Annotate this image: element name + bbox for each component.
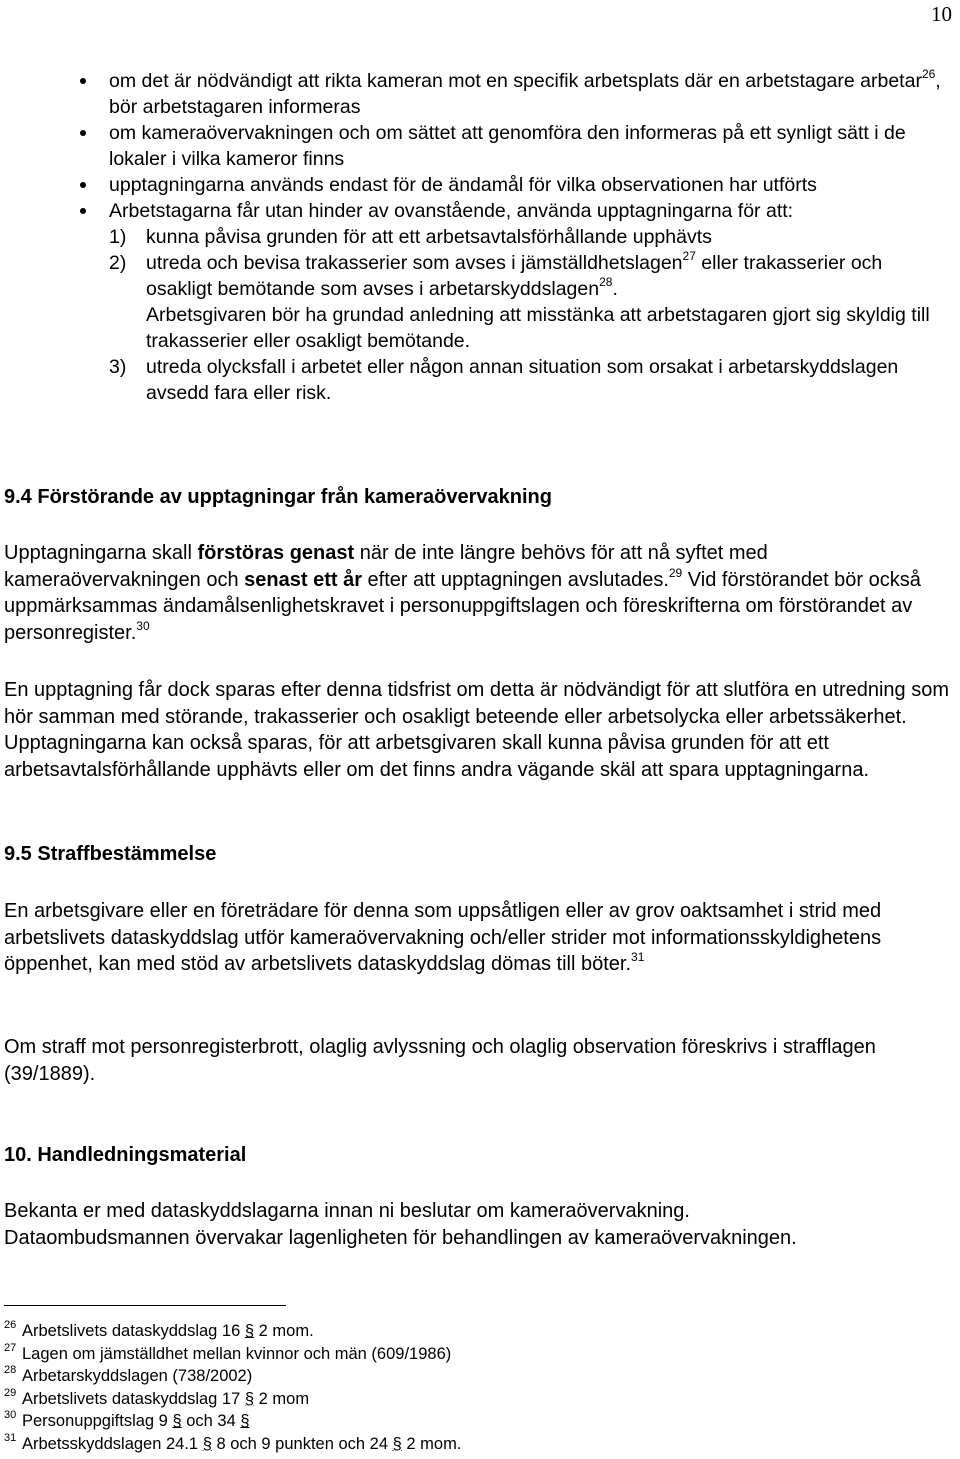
footnote: $^{29}$ Arbetslivets dataskyddslag 17 § 2 mom (4, 1386, 310, 1408)
bullet-text: Arbetstagarna får utan hinder av ovanstående, använda upptagningarna för att: (109, 200, 794, 222)
numbered-item (109, 224, 960, 250)
bullet-item (0, 120, 960, 172)
footnote-ref: 29 (668, 565, 683, 580)
section-heading-9-4: 9.4 Förstörande av upptagningar från kameraövervakning (4, 486, 552, 508)
footnote-ref: 30 (136, 618, 150, 633)
section-heading-10: 10. Handledningsmaterial (4, 1144, 247, 1166)
bullet-text: upptagningarna används endast för de ändamål för vilka observationen har utförts (109, 174, 817, 196)
bullet-item (0, 172, 960, 198)
paragraph: Om straff mot personregisterbrott, olaglig avlyssning och olaglig observation föreskrivs i strafflagen (39/1889). (4, 1036, 876, 1085)
bullet-text: , bör arbetstagaren informeras (109, 70, 941, 118)
bullet-dot (80, 182, 86, 188)
item-number: 2) (109, 252, 127, 274)
footnote: $^{28}$ Arbetarskyddslagen (738/2002) (4, 1364, 253, 1385)
footnote: $^{26}$ Arbetslivets dataskyddslag 16 § 2 mom. (4, 1319, 314, 1340)
footnote-ref: 27 (682, 249, 696, 263)
paragraph: En arbetsgivare eller en företrädare för denna som uppsåtligen eller av grov oaktsamhet i strid med arbetslivets dataskyddslag utför kameraövervakning och/eller strider mot informationsskyldighetens öppenhet, kan med stöd av arbetslivets dataskyddslag dömas till böter.$^{31}$ (4, 900, 882, 975)
footnote-divider (4, 1305, 286, 1306)
bullet-item (0, 68, 960, 120)
numbered-list (0, 354, 960, 406)
numbered-item (109, 250, 960, 302)
numbered-item (109, 354, 960, 406)
footnotes (4, 1320, 461, 1455)
item-number: 3) (109, 356, 127, 378)
section-heading-9-5: 9.5 Straffbestämmelse (4, 843, 217, 865)
item-number: 1) (109, 226, 127, 248)
item-text: kunna påvisa grunden för att ett arbetsavtalsförhållande upphävts (146, 226, 712, 248)
bullet-text: om det är nödvändigt att rikta kameran mot en specifik arbetsplats där en arbetstagare arbetar (109, 70, 922, 92)
footnote-ref: 31 (631, 950, 645, 964)
footnote: $^{27}$ Lagen om jämställdhet mellan kvinnor och män (609/1986) (4, 1341, 452, 1363)
item-text: utreda olycksfall i arbetet eller någon annan situation som orsakat i arbetarskyddslagen avsedd fara eller risk. (146, 356, 899, 404)
numbered-list (0, 224, 960, 302)
bullet-item (0, 198, 960, 224)
bullet-text: om kameraövervakningen och om sättet att genomföra den informeras på ett synligt sätt i de lokaler i vilka kameror finns (109, 122, 906, 170)
footnote-ref: 28 (599, 275, 613, 289)
item-text: utreda och bevisa trakasserier som avses i jämställdhetslagen$^{27}$ eller trakasserier och osakligt bemötande som avses i arbetarskyddslagen$^{28}$. (146, 249, 883, 300)
bullet-dot (80, 78, 86, 84)
page-number: 10 (931, 2, 952, 26)
bullet-list (0, 68, 960, 406)
paragraph: Upptagningarna skall förstöras genast när de inte längre behövs för att nå syftet med kameraövervakningen och senast ett år efter att upptagningen avslutades.$^{29}$ Vid förstörandet bör också uppmärksammas ändamålsenlighetskravet i personuppgiftslagen och föreskrifterna om förstörandet av personregister.$^{30}$ (4, 542, 921, 644)
footnote: $^{31}$ Arbetsskyddslagen 24.1 § 8 och 9 punkten och 24 § 2 mom. (4, 1431, 462, 1453)
paragraph: Bekanta er med dataskyddslagarna innan ni beslutar om kameraövervakning. Dataombudsmannen övervakar lagenligheten för behandlingen av kameraövervakningen. (4, 1200, 797, 1249)
paragraph: En upptagning får dock sparas efter denna tidsfrist om detta är nödvändigt för att slutföra en utredning som hör samman med störande, trakasserier och osakligt beteende eller arbetsolycka eller arbetssäkerhet. Upptagningarna kan också sparas, för att arbetsgivaren skall kunna påvisa grunden för att ett arbetsavtalsförhållande upphävts eller om det finns andra vägande skäl att spara upptagningarna. (4, 679, 949, 781)
numbered-item-note: Arbetsgivaren bör ha grundad anledning att misstänka att arbetstagaren gjort sig skyldig till trakasserier eller osakligt bemötande. (146, 304, 930, 352)
footnote-ref: 26 (921, 67, 936, 81)
bullet-dot (80, 208, 86, 214)
footnote: $^{30}$ Personuppgiftslag 9 § och 34 § (4, 1409, 250, 1430)
bullet-dot (80, 130, 86, 136)
